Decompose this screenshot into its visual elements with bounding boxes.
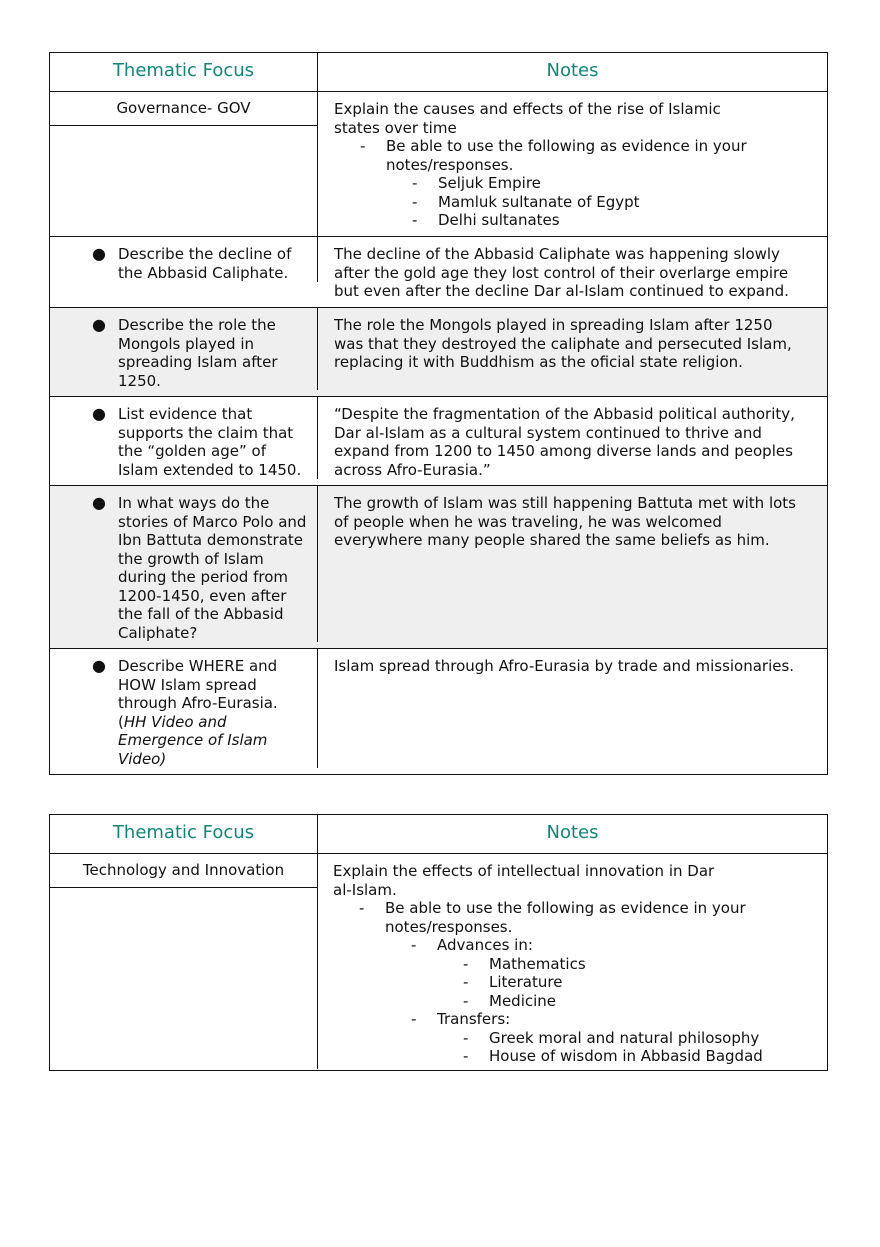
evidence-item: - Seljuk Empire (412, 174, 541, 192)
sub-point-cont: notes/responses. (386, 155, 514, 174)
sub-point: - Be able to use the following as evidence in your (360, 137, 747, 155)
advances-heading: - Advances in: (411, 936, 533, 954)
sub-point: - Be able to use the following as evidence in your (359, 899, 746, 917)
intro-line: Explain the effects of intellectual innovation in Dar (333, 862, 715, 880)
question-row (50, 485, 827, 648)
advance-item: - Medicine (463, 991, 557, 1010)
bullet-icon: ● (92, 244, 106, 263)
topic-row (50, 853, 827, 1069)
topic-cell (50, 92, 318, 236)
intro-line: al-Islam. (333, 880, 397, 899)
table-header-row (50, 815, 827, 853)
topic-row (50, 91, 827, 236)
table-header-row (50, 53, 827, 91)
question-row (50, 307, 827, 396)
sub-point-cont: notes/responses. (385, 917, 513, 936)
answer-cell: Islam spread through Afro-Eurasia by trade and missionaries. (334, 657, 795, 675)
answer-cell: The growth of Islam was still happening Battuta met with lots of people when he was traveling, he was welcomed everywhere many people shared the same beliefs as him. (334, 494, 796, 549)
intro-line: Explain the causes and effects of the rise of Islamic (334, 100, 721, 118)
thematic-focus-header: Thematic Focus (50, 53, 318, 91)
answer-cell: The role the Mongols played in spreading Islam after 1250 was that they destroyed the caliphate and persecuted Islam, replacing it with Buddhism as the oﬁcial state religion. (334, 316, 792, 371)
intro-line: states over time (334, 118, 457, 137)
topic-label: Technology and Innovation (50, 854, 317, 888)
bullet-icon: ● (92, 315, 106, 334)
question-row (50, 236, 827, 307)
technology-table (49, 814, 828, 1071)
bullet-icon: ● (92, 656, 106, 675)
notes-header: Notes (546, 822, 599, 843)
answer-cell: The decline of the Abbasid Caliphate was happening slowly after the gold age they lost control of their overlarge empire but even after the decline Dar al-Islam continued to expand. (334, 245, 789, 300)
topic-cell (50, 854, 318, 1069)
bullet-icon: ● (92, 404, 106, 423)
question-cell: ● Describe WHERE and HOW Islam spread through Afro-Eurasia. (HH Video and Emergence of Islam Video) (50, 649, 318, 768)
advance-item: - Mathematics (463, 954, 586, 973)
question-cell: ● Describe the role the Mongols played in spreading Islam after 1250. (50, 308, 318, 390)
question-cell: ● In what ways do the stories of Marco Polo and Ibn Battuta demonstrate the growth of Islam during the period from 1200-1450, even after the fall of the Abbasid Caliphate? (50, 486, 318, 642)
bullet-icon: ● (92, 493, 106, 512)
topic-notes (318, 854, 827, 1069)
advance-item: - Literature (463, 973, 563, 991)
answer-cell: “Despite the fragmentation of the Abbasid political authority, Dar al-Islam as a cultural system continued to thrive and expand from 1200 to 1450 among diverse lands and peoples across Afro-Eurasia.” (334, 405, 795, 479)
question-cell: ● Describe the decline of the Abbasid Caliphate. (50, 237, 318, 282)
dash-glyph: - (360, 137, 366, 155)
topic-notes (318, 92, 827, 236)
transfer-item: - Greek moral and natural philosophy (463, 1028, 760, 1047)
evidence-item: - Delhi sultanates (412, 211, 560, 229)
governance-table (49, 52, 828, 775)
transfers-heading: - Transfers: (411, 1010, 511, 1028)
question-row (50, 648, 827, 773)
thematic-focus-header: Thematic Focus (50, 815, 318, 853)
evidence-item: - Mamluk sultanate of Egypt (412, 192, 640, 211)
transfer-item: - House of wisdom in Abbasid Bagdad (463, 1047, 763, 1065)
question-row (50, 396, 827, 485)
topic-label: Governance- GOV (50, 92, 317, 126)
question-cell: ● List evidence that supports the claim that the “golden age” of Islam extended to 1450. (50, 397, 318, 479)
notes-header: Notes (546, 60, 599, 81)
